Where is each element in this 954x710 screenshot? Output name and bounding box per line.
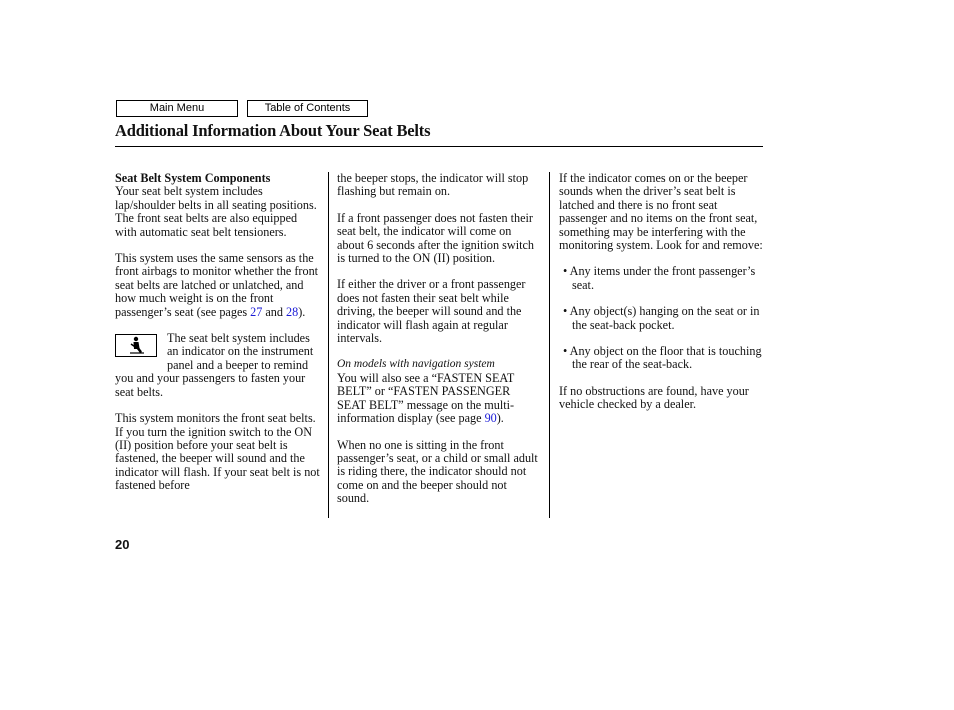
paragraph: If the indicator comes on or the beeper sounds when the driver’s seat belt is latched and there is no front seat passenger and no items on the front seat, something may be interfering with the monitoring system. Look for and remove: <box>559 171 763 253</box>
table-of-contents-button[interactable]: Table of Contents <box>247 100 368 117</box>
list-item: • Any object on the floor that is touching the rear of the seat-back. <box>563 344 762 372</box>
list-item: • Any object(s) hanging on the seat or in the seat-back pocket. <box>563 304 760 332</box>
paragraph-text: The seat belt system includes an indicator on the instrument panel and a beeper to remind you and your passengers to fasten your seat belts. <box>115 331 314 399</box>
paragraph: If no obstructions are found, have your vehicle checked by a dealer. <box>559 383 749 412</box>
column-1 <box>115 172 321 506</box>
section-heading: Seat Belt System Components <box>115 171 271 185</box>
model-note: On models with navigation system <box>337 358 495 371</box>
page-number: 20 <box>115 537 130 552</box>
list-item: • Any items under the front passenger’s seat. <box>563 264 756 292</box>
paragraph-text: You will also see a “FASTEN SEAT BELT” or “FASTEN PASSENGER SEAT BELT” message on the multi-information display (see page <box>337 370 515 426</box>
page-90-link[interactable]: 90 <box>484 411 497 426</box>
paragraph-with-links <box>115 252 321 319</box>
main-menu-button[interactable]: Main Menu <box>116 100 238 117</box>
list-item-text: Any object(s) hanging on the seat or in the seat-back pocket. <box>569 304 760 332</box>
title-rule <box>115 146 763 147</box>
paragraph: If a front passenger does not fasten their seat belt, the indicator will come on about 6 seconds after the ignition switch is turned to the ON (II) position. <box>337 210 534 266</box>
paragraph-with-link <box>337 372 540 426</box>
column-divider-2 <box>549 172 550 518</box>
paragraph-end: ). <box>496 411 504 426</box>
paragraph-end: ). <box>298 304 306 319</box>
column-2 <box>337 172 540 519</box>
paragraph: the beeper stops, the indicator will stop flashing but remain on. <box>337 171 529 199</box>
list-item-text: Any object on the floor that is touching the rear of the seat-back. <box>569 344 762 372</box>
and-text: and <box>265 304 283 319</box>
column-3 <box>559 172 764 425</box>
paragraph-with-icon <box>115 332 321 399</box>
paragraph: Your seat belt system includes lap/shoulder belts in all seating positions. The front seat belts are also equipped with automatic seat belt tensioners. <box>115 184 317 239</box>
page-28-link[interactable]: 28 <box>286 304 299 319</box>
paragraph: If either the driver or a front passenger does not fasten their seat belt while driving, the beeper will sound and the indicator will flash again at regular intervals. <box>337 277 526 346</box>
list-item-text: Any items under the front passenger’s seat. <box>569 264 756 292</box>
paragraph: When no one is sitting in the front passenger’s seat, or a child or small adult is riding there, the indicator should not come on and the beeper should not sound. <box>337 437 538 506</box>
paragraph: This system monitors the front seat belts. If you turn the ignition switch to the ON (II) position before your seat belt is fastened, the beeper will sound and the indicator will flash. If your seat belt is not fastened before <box>115 411 320 493</box>
paragraph-text: This system uses the same sensors as the front airbags to monitor whether the front seat belts are latched or unlatched, and how much weight is on the front passenger’s seat (see pages <box>115 251 319 319</box>
page-27-link[interactable]: 27 <box>250 304 263 319</box>
seatbelt-reminder-icon <box>115 334 157 357</box>
column-divider-1 <box>328 172 329 518</box>
page-title: Additional Information About Your Seat Belts <box>115 121 431 140</box>
